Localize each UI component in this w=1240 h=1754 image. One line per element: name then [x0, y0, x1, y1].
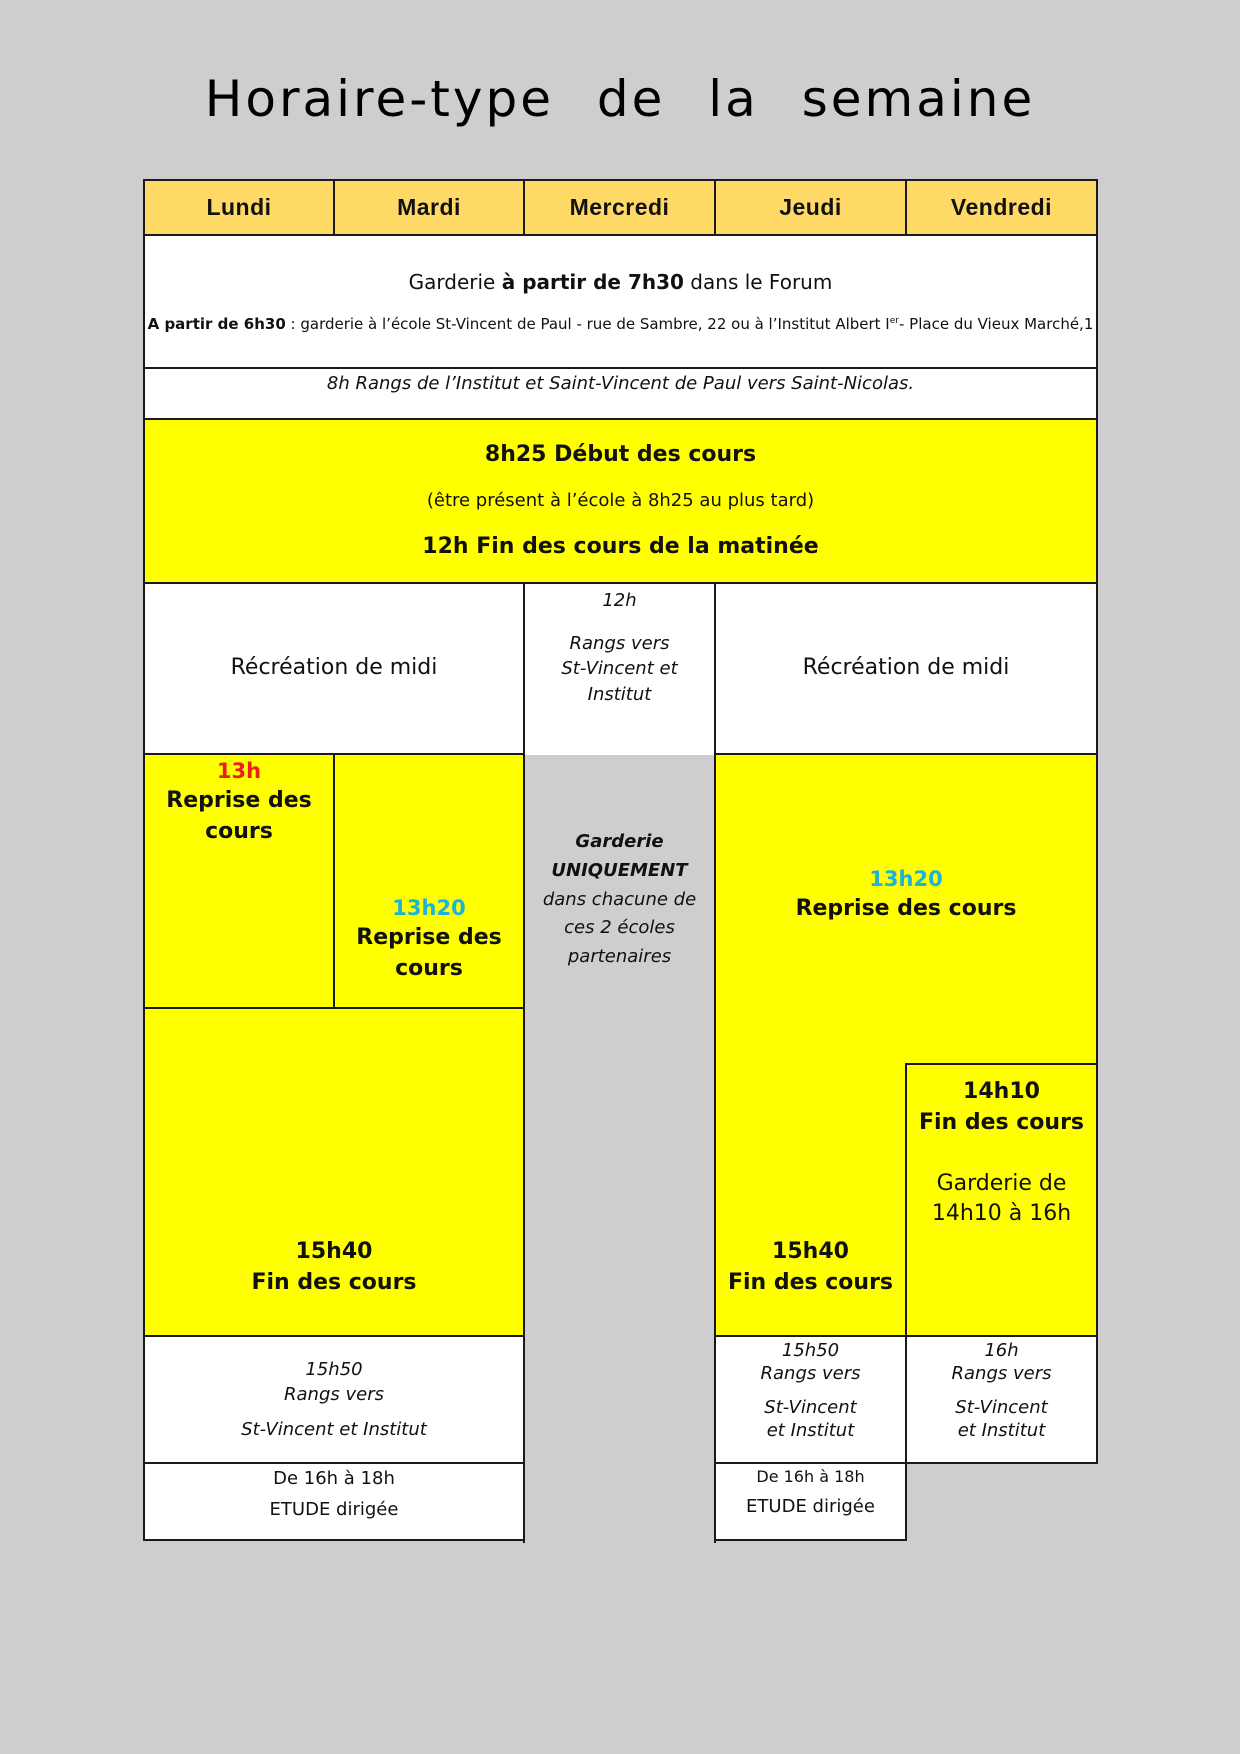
- lundi-mardi-etude: De 16h à 18h ETUDE dirigée: [143, 1462, 525, 1541]
- header-mercredi: Mercredi: [523, 179, 716, 236]
- rangs-8h: 8h Rangs de l’Institut et Saint-Vincent de Paul vers Saint-Nicolas.: [143, 367, 1098, 420]
- page-title: Horaire-type de la semaine: [204, 70, 1036, 128]
- lundi-mardi-fin: 15h40 Fin des cours: [143, 1007, 525, 1337]
- lundi-reprise: 13h Reprise des cours: [143, 753, 335, 1009]
- jeudi-fin: 15h40 Fin des cours: [714, 1063, 907, 1337]
- jv-time: 13h20: [869, 867, 943, 891]
- header-vendredi: Vendredi: [905, 179, 1098, 236]
- header-jeudi: Jeudi: [714, 179, 907, 236]
- fin-matinee: 12h Fin des cours de la matinée: [422, 533, 819, 559]
- mercredi-rangs-midi: 12h Rangs vers St-Vincent et Institut: [523, 582, 716, 755]
- lundi-mardi-rangs: 15h50 Rangs vers St-Vincent et Institut: [143, 1335, 525, 1464]
- recreation-midi-left: Récréation de midi: [143, 582, 525, 755]
- header-mardi: Mardi: [333, 179, 525, 236]
- early-garderie-line: A partir de 6h30 : garderie à l’école St-Vincent de Paul - rue de Sambre, 22 ou à l’Institut Albert Ier- Place du Vieux Marché,1: [147, 315, 1094, 333]
- jeudi-etude: De 16h à 18h ETUDE dirigée: [714, 1462, 907, 1541]
- debut-cours: 8h25 Début des cours: [484, 441, 757, 467]
- mercredi-garderie: Garderie UNIQUEMENT dans chacune de ces 2 écoles partenaires: [542, 831, 697, 968]
- vendredi-fin: 14h10 Fin des cours Garderie de 14h10 à 16h: [905, 1063, 1098, 1337]
- garderie-morning: [143, 234, 1098, 369]
- jeudi-rangs: 15h50 Rangs vers St-Vincent et Institut: [714, 1335, 907, 1464]
- recreation-midi-right: Récréation de midi: [714, 582, 1098, 755]
- present-note: (être présent à l’école à 8h25 au plus tard): [426, 490, 815, 512]
- garderie-line: Garderie à partir de 7h30 dans le Forum: [408, 270, 833, 294]
- header-lundi: Lundi: [143, 179, 335, 236]
- jeudi-vendredi-reprise: 13h20 Reprise des cours: [714, 753, 1098, 1065]
- vendredi-rangs: 16h Rangs vers St-Vincent et Institut: [905, 1335, 1098, 1464]
- mardi-reprise: 13h20 Reprise des cours: [333, 753, 525, 1009]
- mardi-time: 13h20: [392, 896, 466, 921]
- morning-classes: [143, 418, 1098, 584]
- lundi-time: 13h: [216, 759, 262, 783]
